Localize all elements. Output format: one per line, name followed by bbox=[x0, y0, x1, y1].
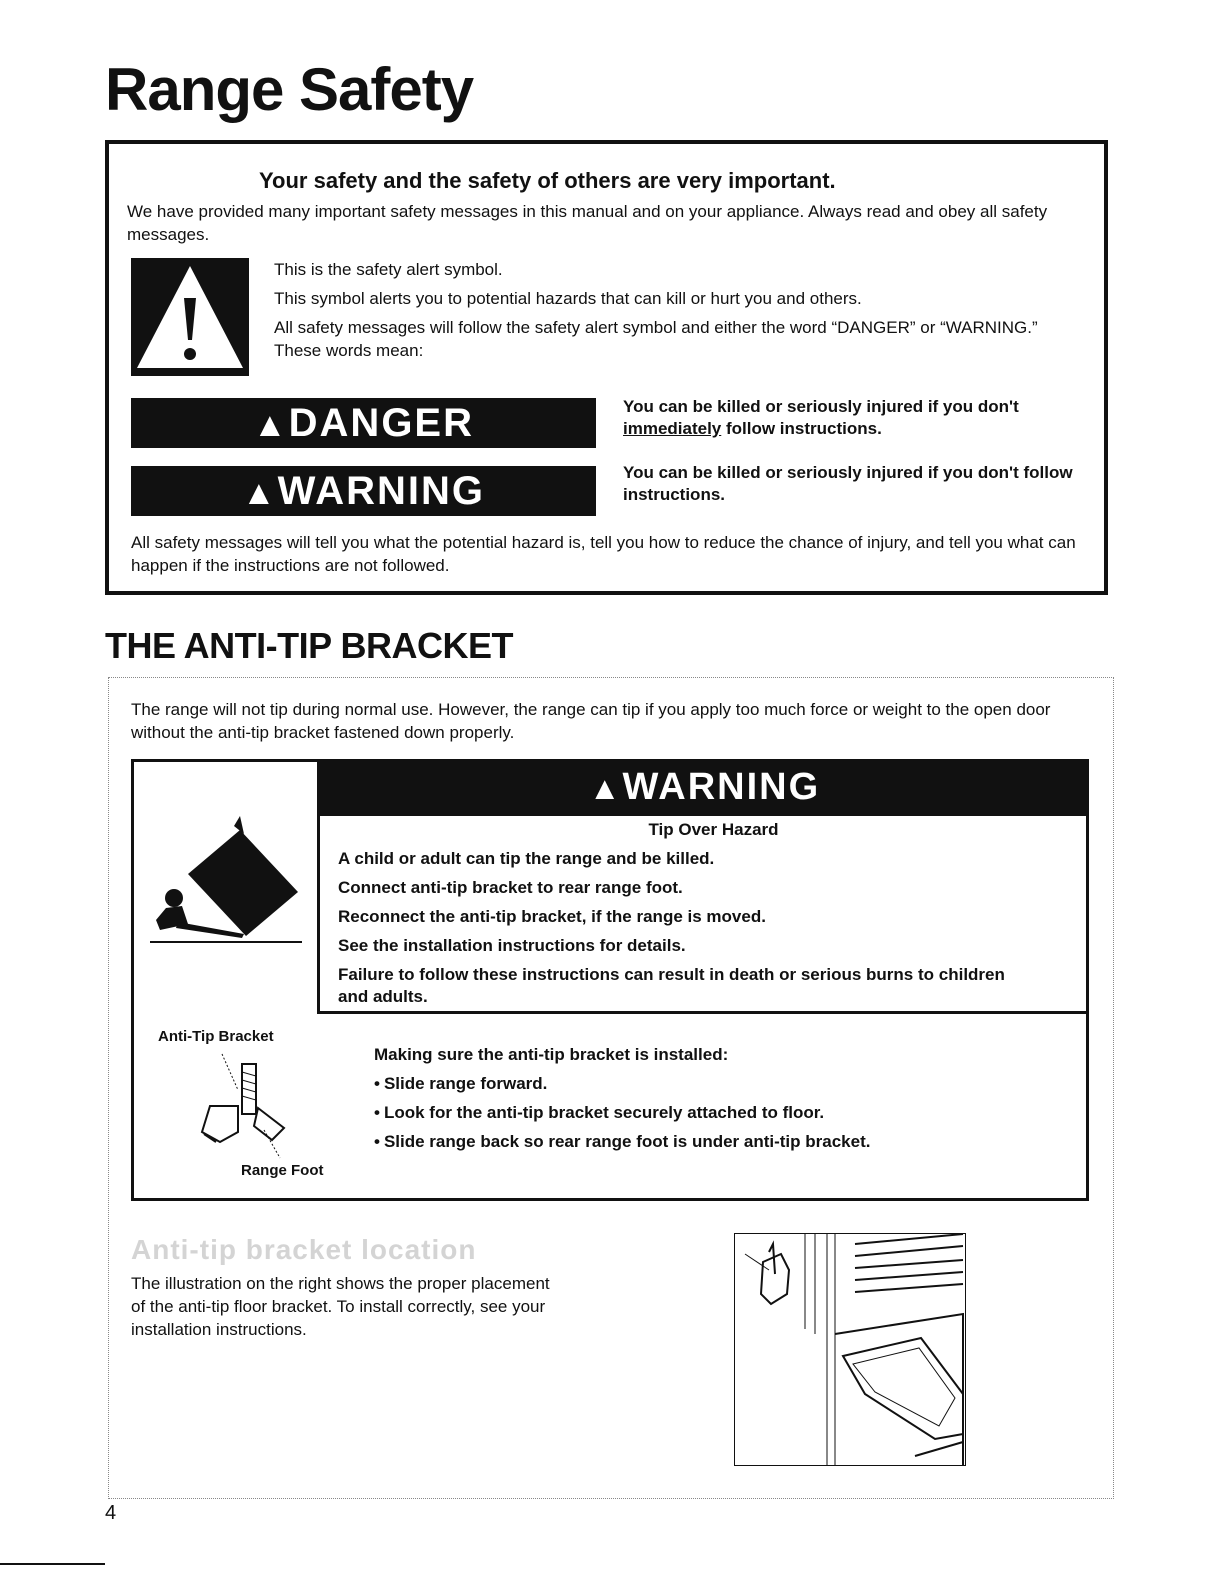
anti-tip-heading: THE ANTI-TIP BRACKET bbox=[105, 625, 513, 666]
hazard-title: Tip Over Hazard bbox=[648, 820, 779, 839]
warning-description: You can be killed or seriously injured if you don't follow instructions. bbox=[623, 463, 1073, 504]
safety-info-box bbox=[105, 140, 1108, 595]
hazard-line: Reconnect the anti-tip bracket, if the range is moved. bbox=[338, 907, 766, 926]
anti-tip-section bbox=[108, 677, 1114, 1499]
bracket-illustration bbox=[192, 1050, 302, 1160]
alert-line: This symbol alerts you to potential hazards that can kill or hurt you and others. bbox=[274, 289, 862, 308]
anti-tip-bracket-label: Anti-Tip Bracket bbox=[158, 1028, 274, 1045]
anti-tip-intro: The range will not tip during normal use. However, the range can tip if you apply too much force or weight to the open door without the anti-tip bracket fastened down properly. bbox=[131, 700, 1051, 742]
danger-signal-bar: ▲DANGER bbox=[131, 398, 596, 448]
bracket-location-heading: Anti-tip bracket location bbox=[131, 1234, 477, 1265]
install-step: • Slide range back so rear range foot is under anti-tip bracket. bbox=[374, 1131, 1074, 1153]
safety-outro: All safety messages will tell you what the potential hazard is, tell you how to reduce the chance of injury, and tell you what can happen if the instructions are not followed. bbox=[131, 533, 1076, 575]
alert-line: This is the safety alert symbol. bbox=[274, 260, 503, 279]
page-number: 4 bbox=[105, 1502, 117, 1524]
warning-triangle-icon: ▲ bbox=[253, 406, 289, 444]
hazard-line: A child or adult can tip the range and be killed. bbox=[338, 849, 715, 868]
bracket-location-illustration bbox=[734, 1233, 966, 1466]
install-step: • Slide range forward. bbox=[374, 1073, 1074, 1095]
safety-intro: We have provided many important safety messages in this manual and on your appliance. Always read and obey all safety messages. bbox=[127, 202, 1048, 244]
alert-symbol-explanation bbox=[274, 258, 1074, 362]
warning-triangle-icon: ▲ bbox=[242, 474, 278, 512]
tip-over-warning-text bbox=[320, 819, 1089, 1008]
page-title: Range Safety bbox=[105, 56, 474, 123]
footer-rule bbox=[0, 1563, 105, 1565]
install-check-list bbox=[374, 1044, 1074, 1160]
hazard-line: Failure to follow these instructions can result in death or serious burns to children and adults. bbox=[338, 965, 1005, 1006]
range-foot-label: Range Foot bbox=[241, 1162, 324, 1179]
hazard-line: Connect anti-tip bracket to rear range foot. bbox=[338, 878, 683, 897]
safety-alert-icon bbox=[131, 258, 249, 376]
safety-heading: Your safety and the safety of others are very important. bbox=[259, 168, 836, 193]
warning-triangle-icon: ▲ bbox=[588, 770, 623, 806]
alert-line: All safety messages will follow the safety alert symbol and either the word “DANGER” or “WARNING.” These words mean: bbox=[274, 318, 1038, 360]
tip-over-warning-bar: ▲WARNING bbox=[320, 759, 1089, 816]
danger-description: You can be killed or seriously injured if you don't immediately follow instructions. bbox=[623, 397, 1019, 438]
install-step: • Look for the anti-tip bracket securely attached to floor. bbox=[374, 1102, 1074, 1124]
tip-over-illustration bbox=[148, 812, 308, 952]
install-lead: Making sure the anti-tip bracket is installed: bbox=[374, 1045, 729, 1064]
bracket-location-text: The illustration on the right shows the proper placement of the anti-tip floor bracket. To install correctly, see your installation instructions. bbox=[131, 1274, 550, 1339]
warning-signal-bar: ▲WARNING bbox=[131, 466, 596, 516]
tip-over-warning-box bbox=[131, 759, 1089, 1201]
hazard-line: See the installation instructions for details. bbox=[338, 936, 686, 955]
tip-over-warning-panel bbox=[317, 759, 1089, 1014]
